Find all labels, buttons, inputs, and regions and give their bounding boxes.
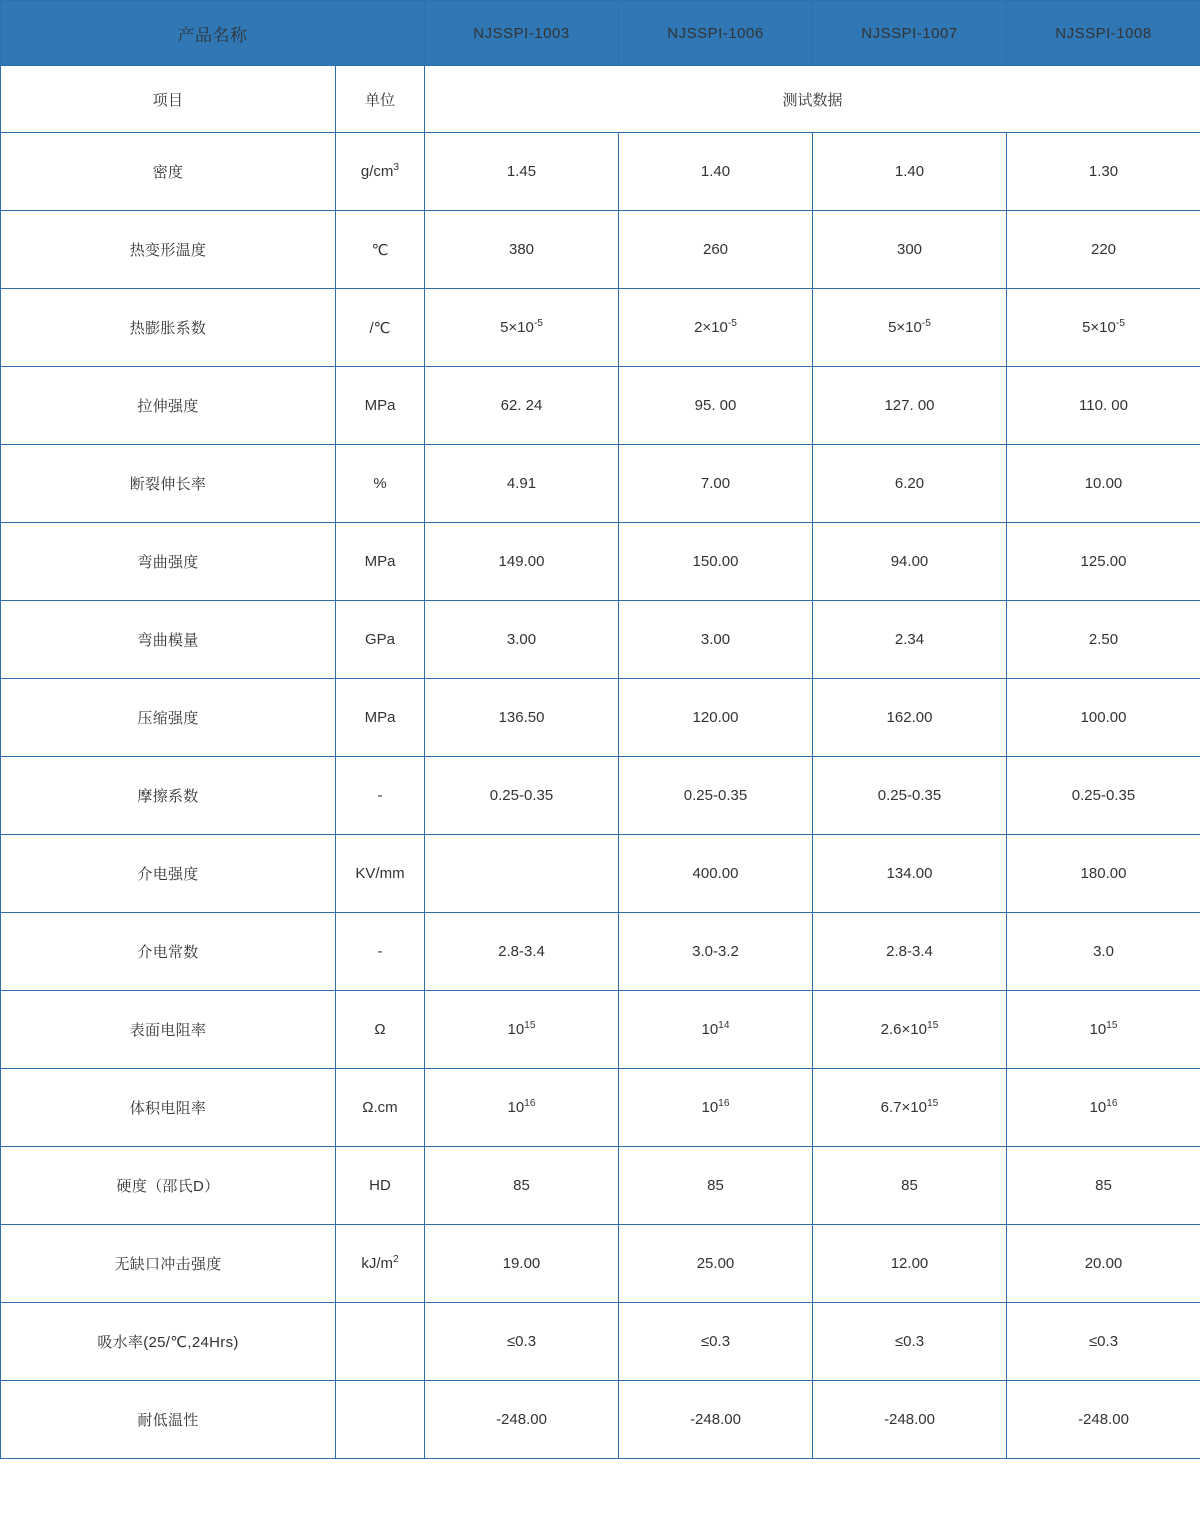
cell-value: 94.00	[813, 523, 1007, 601]
cell-value: 7.00	[619, 445, 813, 523]
value-sup: -5	[533, 318, 543, 329]
cell-value: 2.8-3.4	[425, 913, 619, 991]
row-item-label: 拉伸强度	[1, 367, 336, 445]
table-row	[1, 913, 1200, 991]
cell-value: 2.8-3.4	[813, 913, 1007, 991]
cell-value: 136.50	[425, 679, 619, 757]
value-sup: -5	[727, 318, 737, 329]
cell-value	[813, 991, 1007, 1069]
row-item-label: 热变形温度	[1, 211, 336, 289]
table-row	[1, 1303, 1200, 1381]
row-item-label: 压缩强度	[1, 679, 336, 757]
subheader-item: 项目	[1, 66, 336, 133]
cell-value: 134.00	[813, 835, 1007, 913]
unit-base: kJ/m	[361, 1255, 393, 1272]
row-unit: MPa	[336, 679, 425, 757]
header-row	[1, 1, 1200, 66]
cell-value: 6.20	[813, 445, 1007, 523]
cell-value: 95. 00	[619, 367, 813, 445]
row-item-label: 耐低温性	[1, 1381, 336, 1459]
cell-value: 20.00	[1007, 1225, 1200, 1303]
cell-value: 1.30	[1007, 133, 1200, 211]
value-base: 10	[507, 1099, 525, 1116]
row-unit: GPa	[336, 601, 425, 679]
row-unit: ℃	[336, 211, 425, 289]
header-column-1: NJSSPI-1003	[425, 1, 619, 66]
subheader-unit: 单位	[336, 66, 425, 133]
table-row	[1, 1069, 1200, 1147]
cell-value: ≤0.3	[425, 1303, 619, 1381]
cell-value: -248.00	[813, 1381, 1007, 1459]
header-column-4: NJSSPI-1008	[1007, 1, 1200, 66]
cell-value	[813, 1069, 1007, 1147]
table-body	[1, 66, 1200, 1459]
cell-value: 180.00	[1007, 835, 1200, 913]
table-row	[1, 445, 1200, 523]
cell-value: 300	[813, 211, 1007, 289]
cell-value: 380	[425, 211, 619, 289]
value-base: 10	[1089, 1099, 1107, 1116]
cell-value: ≤0.3	[1007, 1303, 1200, 1381]
cell-value: 85	[1007, 1147, 1200, 1225]
cell-value	[1007, 991, 1200, 1069]
table-row	[1, 367, 1200, 445]
value-base: 5×10	[888, 319, 922, 336]
cell-value: 1.40	[619, 133, 813, 211]
table-row	[1, 601, 1200, 679]
cell-value	[425, 835, 619, 913]
row-item-label: 表面电阻率	[1, 991, 336, 1069]
row-item-label: 硬度（邵氏D）	[1, 1147, 336, 1225]
cell-value: 260	[619, 211, 813, 289]
row-unit	[336, 133, 425, 211]
table-row	[1, 679, 1200, 757]
value-base: 5×10	[500, 319, 534, 336]
cell-value: 12.00	[813, 1225, 1007, 1303]
value-base: 10	[701, 1099, 719, 1116]
row-item-label: 密度	[1, 133, 336, 211]
row-item-label: 断裂伸长率	[1, 445, 336, 523]
subheader-row	[1, 66, 1200, 133]
row-item-label: 体积电阻率	[1, 1069, 336, 1147]
row-unit: /℃	[336, 289, 425, 367]
subheader-test-data: 测试数据	[425, 66, 1200, 133]
value-sup: -5	[921, 318, 931, 329]
cell-value: 1.45	[425, 133, 619, 211]
cell-value	[425, 289, 619, 367]
cell-value: ≤0.3	[813, 1303, 1007, 1381]
table-row	[1, 1147, 1200, 1225]
header-column-2: NJSSPI-1006	[619, 1, 813, 66]
cell-value: 85	[813, 1147, 1007, 1225]
value-sup: 14	[718, 1020, 730, 1031]
value-sup: -5	[1115, 318, 1125, 329]
cell-value	[619, 289, 813, 367]
cell-value: 149.00	[425, 523, 619, 601]
value-sup: 15	[1106, 1020, 1118, 1031]
row-item-label: 热膨胀系数	[1, 289, 336, 367]
table-row	[1, 991, 1200, 1069]
value-base: 5×10	[1082, 319, 1116, 336]
cell-value: 0.25-0.35	[425, 757, 619, 835]
cell-value: 0.25-0.35	[619, 757, 813, 835]
value-base: 2×10	[694, 319, 728, 336]
row-unit: -	[336, 757, 425, 835]
row-unit	[336, 1225, 425, 1303]
table-header	[1, 1, 1200, 66]
cell-value: 400.00	[619, 835, 813, 913]
cell-value: 3.0	[1007, 913, 1200, 991]
row-unit	[336, 1303, 425, 1381]
cell-value: 0.25-0.35	[813, 757, 1007, 835]
cell-value: 100.00	[1007, 679, 1200, 757]
cell-value	[425, 991, 619, 1069]
row-item-label: 摩擦系数	[1, 757, 336, 835]
value-sup: 15	[926, 1098, 939, 1109]
row-unit	[336, 1381, 425, 1459]
cell-value: 120.00	[619, 679, 813, 757]
cell-value	[619, 1069, 813, 1147]
cell-value: ≤0.3	[619, 1303, 813, 1381]
cell-value: 220	[1007, 211, 1200, 289]
row-unit: Ω	[336, 991, 425, 1069]
cell-value: 3.00	[619, 601, 813, 679]
value-base: 2.6×10	[880, 1021, 927, 1038]
unit-sup: 2	[393, 1254, 399, 1265]
cell-value	[425, 1069, 619, 1147]
cell-value: 3.0-3.2	[619, 913, 813, 991]
cell-value: 162.00	[813, 679, 1007, 757]
row-unit: -	[336, 913, 425, 991]
cell-value: 0.25-0.35	[1007, 757, 1200, 835]
value-sup: 15	[524, 1020, 536, 1031]
table-row	[1, 1225, 1200, 1303]
cell-value: 150.00	[619, 523, 813, 601]
table-row	[1, 289, 1200, 367]
table-row	[1, 211, 1200, 289]
row-unit: Ω.cm	[336, 1069, 425, 1147]
value-base: 10	[701, 1021, 719, 1038]
header-column-3: NJSSPI-1007	[813, 1, 1007, 66]
value-sup: 15	[926, 1020, 939, 1031]
row-item-label: 弯曲强度	[1, 523, 336, 601]
row-unit: MPa	[336, 523, 425, 601]
cell-value: 110. 00	[1007, 367, 1200, 445]
cell-value: -248.00	[1007, 1381, 1200, 1459]
row-unit: KV/mm	[336, 835, 425, 913]
row-item-label: 吸水率(25/℃,24Hrs)	[1, 1303, 336, 1381]
cell-value	[619, 991, 813, 1069]
cell-value: 4.91	[425, 445, 619, 523]
cell-value	[1007, 1069, 1200, 1147]
unit-base: g/cm	[360, 163, 394, 180]
cell-value: 85	[425, 1147, 619, 1225]
row-unit: %	[336, 445, 425, 523]
cell-value: 2.34	[813, 601, 1007, 679]
header-product-name: 产品名称	[1, 1, 425, 66]
cell-value: 1.40	[813, 133, 1007, 211]
cell-value: -248.00	[425, 1381, 619, 1459]
cell-value: 85	[619, 1147, 813, 1225]
value-base: 10	[507, 1021, 525, 1038]
unit-sup: 3	[393, 162, 400, 173]
cell-value: 127. 00	[813, 367, 1007, 445]
cell-value	[1007, 289, 1200, 367]
row-item-label: 介电强度	[1, 835, 336, 913]
value-base: 6.7×10	[880, 1099, 927, 1116]
value-sup: 16	[718, 1098, 730, 1109]
table-row	[1, 523, 1200, 601]
cell-value: 3.00	[425, 601, 619, 679]
value-base: 10	[1089, 1021, 1107, 1038]
table-row	[1, 835, 1200, 913]
value-sup: 16	[1106, 1098, 1118, 1109]
cell-value: 10.00	[1007, 445, 1200, 523]
row-item-label: 介电常数	[1, 913, 336, 991]
cell-value: 19.00	[425, 1225, 619, 1303]
cell-value: 2.50	[1007, 601, 1200, 679]
table-row	[1, 133, 1200, 211]
row-item-label: 无缺口冲击强度	[1, 1225, 336, 1303]
row-item-label: 弯曲模量	[1, 601, 336, 679]
table-row	[1, 1381, 1200, 1459]
cell-value: 25.00	[619, 1225, 813, 1303]
cell-value	[813, 289, 1007, 367]
row-unit: HD	[336, 1147, 425, 1225]
cell-value: 62. 24	[425, 367, 619, 445]
value-sup: 16	[524, 1098, 536, 1109]
cell-value: -248.00	[619, 1381, 813, 1459]
table-row	[1, 757, 1200, 835]
row-unit: MPa	[336, 367, 425, 445]
cell-value: 125.00	[1007, 523, 1200, 601]
